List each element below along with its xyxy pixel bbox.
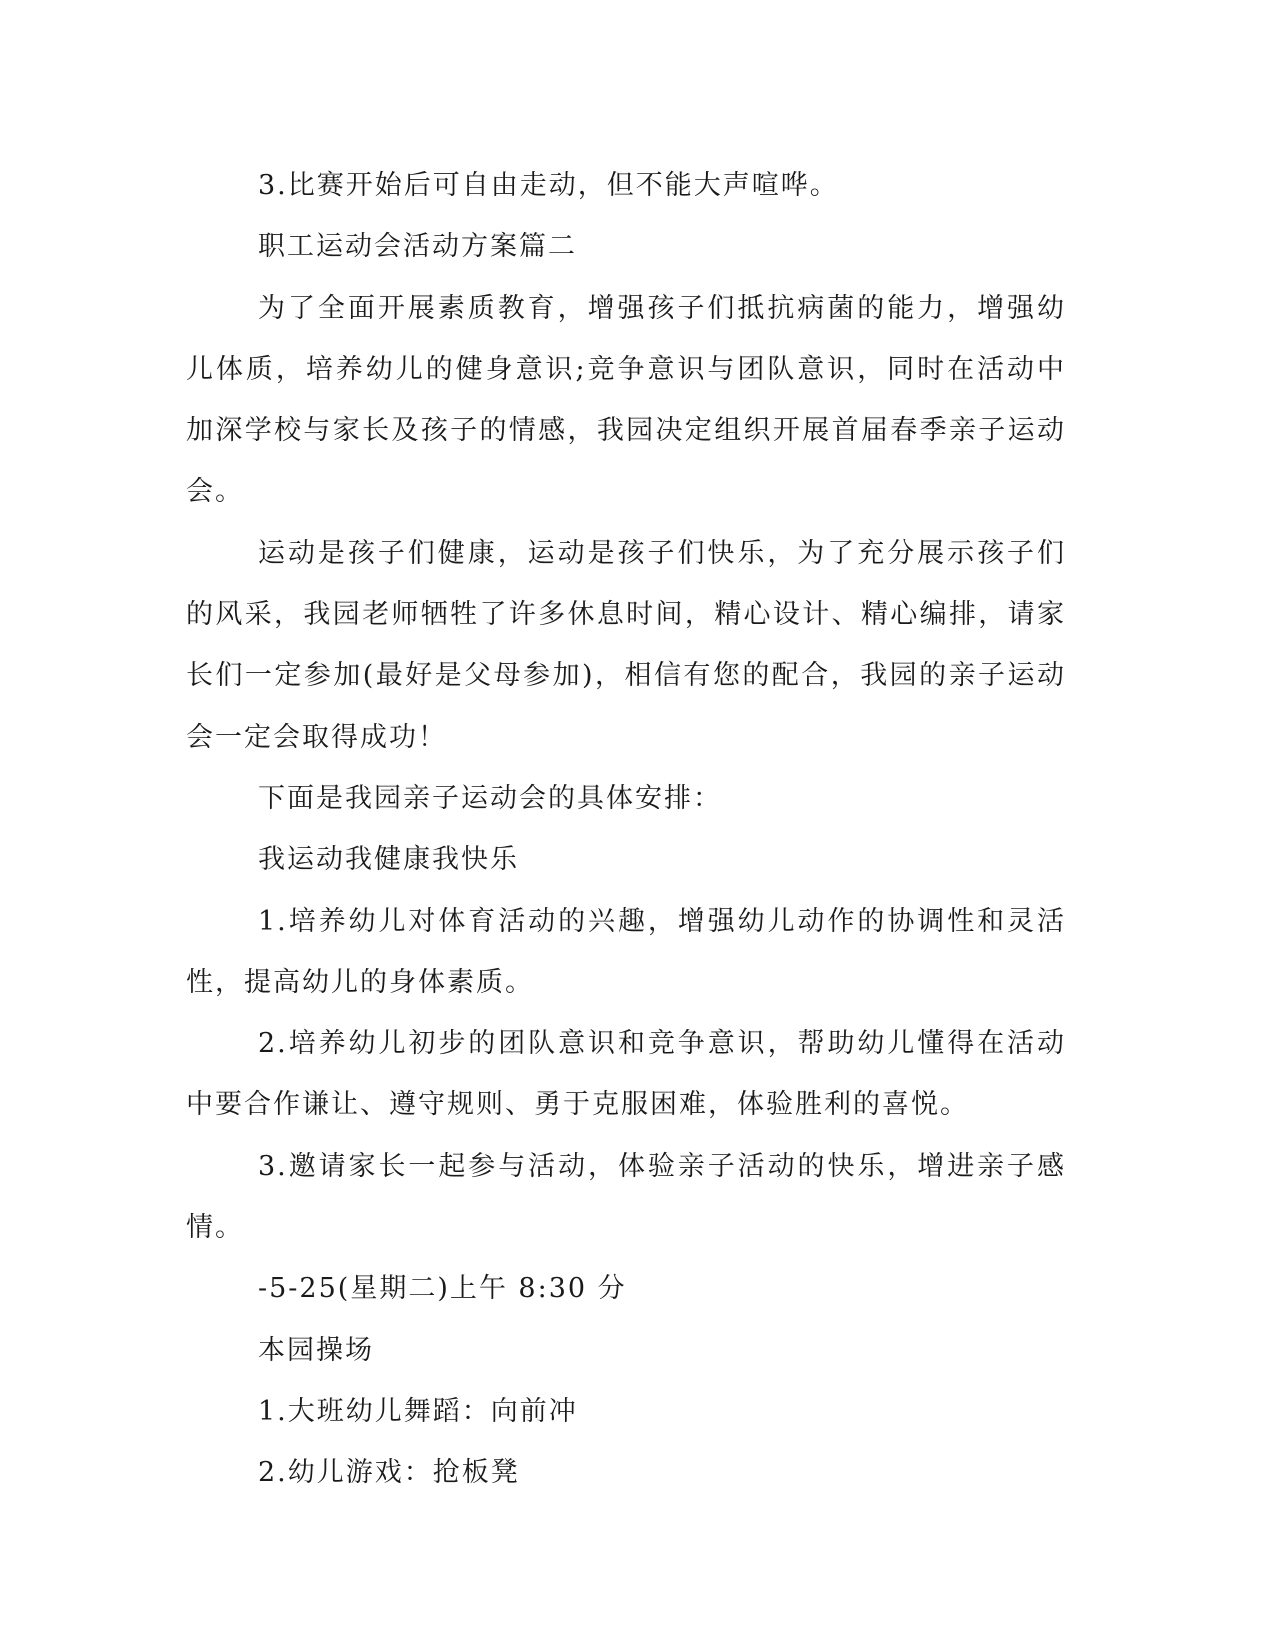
paragraph-theme: 我运动我健康我快乐 — [258, 844, 519, 876]
paragraph-date-time: -5-25(星期二)上午 8:30 分 — [258, 1273, 627, 1305]
document-body — [186, 155, 1066, 1504]
paragraph-goal-2: 2.培养幼儿初步的团队意识和竞争意识，帮助幼儿懂得在活动中要合作谦让、遵守规则、勇于克服困难，体验胜利的喜悦。 — [186, 1028, 1066, 1121]
paragraph-program-1: 1.大班幼儿舞蹈：向前冲 — [258, 1395, 578, 1427]
paragraph-goal-3: 3.邀请家长一起参与活动，体验亲子活动的快乐，增进亲子感情。 — [186, 1150, 1066, 1244]
paragraph-location: 本园操场 — [258, 1334, 374, 1366]
paragraph-arrangement-intro: 下面是我园亲子运动会的具体安排： — [258, 782, 722, 814]
paragraph-purpose: 为了全面开展素质教育，增强孩子们抵抗病菌的能力，增强幼儿体质，培养幼儿的健身意识;竞争意识与团队意识，同时在活动中加深学校与家长及孩子的情感，我园决定组织开展首届春季亲子运动会。 — [186, 292, 1066, 508]
paragraph-invitation: 运动是孩子们健康，运动是孩子们快乐，为了充分展示孩子们的风采，我园老师牺牲了许多休息时间，精心设计、精心编排，请家长们一定参加(最好是父母参加)，相信有您的配合，我园的亲子运动会一定会取得成功！ — [186, 537, 1066, 753]
paragraph-rule-3: 3.比赛开始后可自由走动，但不能大声喧哗。 — [258, 170, 839, 201]
paragraph-goal-1: 1.培养幼儿对体育活动的兴趣，增强幼儿动作的协调性和灵活性，提高幼儿的身体素质。 — [186, 905, 1066, 998]
section-heading: 职工运动会活动方案篇二 — [258, 231, 577, 263]
paragraph-program-2: 2.幼儿游戏：抢板凳 — [258, 1457, 520, 1489]
